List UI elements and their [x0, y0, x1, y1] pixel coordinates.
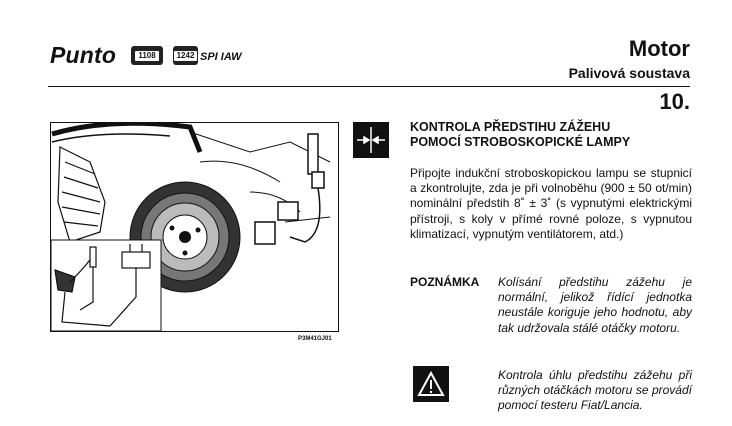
- engine-badge-1242: [173, 46, 198, 65]
- procedure-title-line2: POMOCÍ STROBOSKOPICKÉ LAMPY: [410, 135, 631, 149]
- note-text: Kolísání předstihu zážehu je normální, jelikož řídící jednotka neustále koriguje jeho hodnotu, aby tak udržovala stálé otáčky motoru.: [498, 275, 692, 335]
- procedure-body: Připojte indukční stroboskopickou lampu se stupnicí a zkontrolujte, zda je při volnoběhu (900 ± 50 ot/min) nominální předstih 8˚ ± 3˚ (s vypnutými elektrickými přístroji, s koly v přímé rovné poloze, s vypnutou klimatizací, vypnutým ventilátorem, atd.): [410, 166, 692, 241]
- subsection-title: Palivová soustava: [568, 65, 690, 81]
- engine-type: SPI IAW: [200, 51, 242, 63]
- timing-arrows-icon: [353, 122, 389, 158]
- note-label: POZNÁMKA: [410, 275, 480, 289]
- page-number: 10.: [659, 89, 690, 114]
- engine-badge-1108: [131, 46, 163, 65]
- warning-text: Kontrola úhlu předstihu zážehu při různých otáčkách motoru se provádí pomocí testeru Fiat/Lancia.: [498, 368, 692, 413]
- procedure-title-line1: KONTROLA PŘEDSTIHU ZÁŽEHU: [410, 120, 611, 134]
- warning-triangle-icon: [413, 366, 449, 402]
- procedure-title: [410, 120, 710, 150]
- engine-badge-label: 1242: [174, 51, 198, 61]
- engine-timing-illustration: [50, 122, 339, 332]
- section-title: Motor: [628, 36, 690, 61]
- figure-code: P3M41GJ01: [298, 336, 332, 342]
- engine-badge-label: 1108: [135, 51, 158, 61]
- header-divider: [48, 86, 690, 87]
- brand-title: Punto: [50, 42, 117, 68]
